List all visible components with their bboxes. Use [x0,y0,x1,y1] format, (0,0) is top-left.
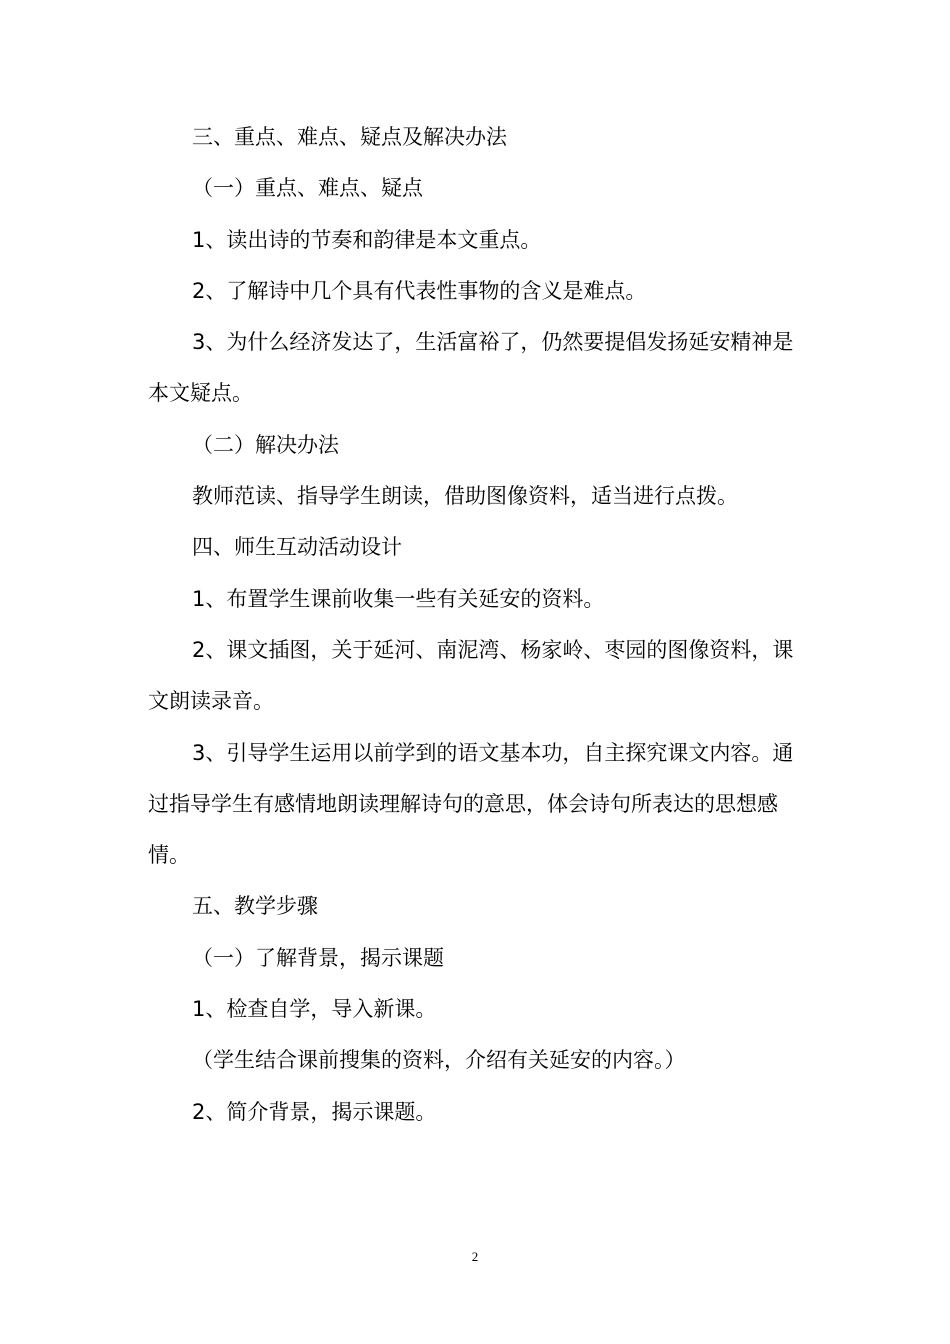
document-body [148,112,808,1138]
subheading-solutions: （二）解决办法 [192,432,339,457]
paragraph-difficult-point: 2、了解诗中几个具有代表性事物的含义是难点。 [192,278,647,303]
subheading-key-difficult-doubtful: （一）重点、难点、疑点 [192,176,423,201]
paragraph-interaction-2: 2、课文插图，关于延河、南泥湾、杨家岭、枣园的图像资料，课文朗读录音。 [148,637,794,714]
paragraph-step-1-note: （学生结合课前搜集的资料，介绍有关延安的内容。） [192,1048,686,1073]
paragraph-interaction-3: 3、引导学生运用以前学到的语文基本功，自主探究课文内容。通过指导学生有感情地朗读理解诗句的意思，体会诗句所表达的思想感情。 [148,740,794,868]
paragraph-step-2: 2、简介背景，揭示课题。 [192,1099,437,1124]
section-heading-key-points: 三、重点、难点、疑点及解决办法 [192,125,507,149]
paragraph-solutions: 教师范读、指导学生朗读，借助图像资料，适当进行点拨。 [192,484,738,509]
paragraph-doubtful-point: 3、为什么经济发达了，生活富裕了，仍然要提倡发扬延安精神是本文疑点。 [148,330,794,406]
paragraph-step-1: 1、检查自学，导入新课。 [192,997,437,1022]
subheading-background: （一）了解背景，揭示课题 [192,945,444,970]
paragraph-interaction-1: 1、布置学生课前收集一些有关延安的资料。 [192,586,605,611]
section-heading-teaching-steps: 五、教学步骤 [192,894,318,919]
page-number: 2 [471,1249,479,1264]
paragraph-key-point: 1、读出诗的节奏和韵律是本文重点。 [192,227,542,252]
section-heading-interaction-design: 四、师生互动活动设计 [192,535,402,560]
